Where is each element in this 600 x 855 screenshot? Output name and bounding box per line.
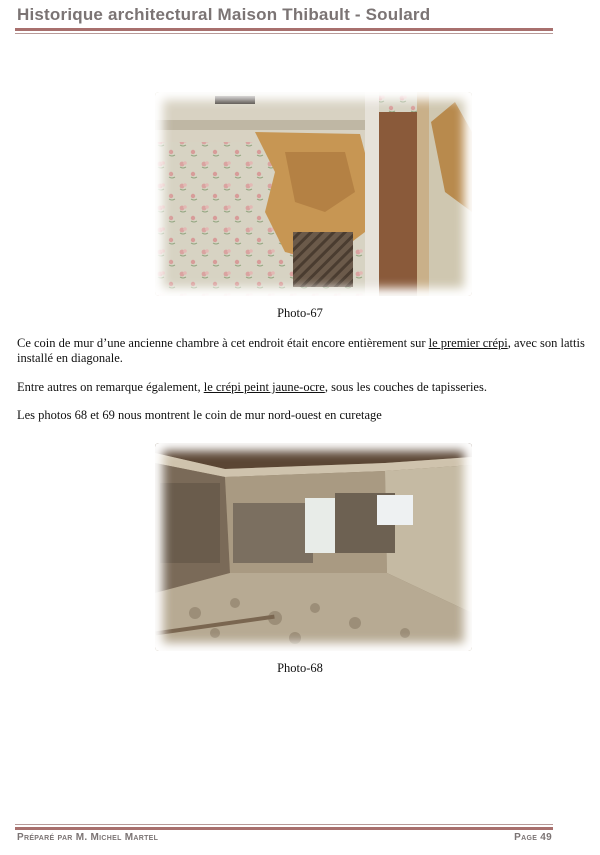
paragraph-1-text-start: Ce coin de mur d’une ancienne chambre à cet endroit était encore entièrement sur (17, 336, 429, 350)
paragraph-2-text-start: Entre autres on remarque également, (17, 380, 204, 394)
footer-rule-thick (15, 827, 553, 830)
photo-67-image (155, 92, 472, 296)
crepi-jaune-ocre-link[interactable]: le crépi peint jaune-ocre (203, 380, 325, 394)
footer-rule-thin (15, 824, 553, 825)
paragraph-1-text-end: , avec son lattis installé en diagonale. (17, 336, 585, 365)
premier-crepi-link[interactable]: le premier crépi (428, 336, 508, 350)
photo-67-caption: Photo-67 (277, 306, 323, 320)
header-rule-thick (15, 28, 553, 31)
footer-author: Préparé par M. Michel Martel (17, 832, 159, 843)
photo-68-image (155, 443, 472, 651)
header-rule-thin (15, 33, 553, 34)
paragraph-2-text-end: , sous les couches de tapisseries. (324, 380, 487, 394)
paragraph-2 (17, 380, 592, 395)
paragraph-1 (17, 336, 592, 366)
paragraph-3: Les photos 68 et 69 nous montrent le coin de mur nord-ouest en curetage (17, 408, 382, 422)
header-title: Historique architectural Maison Thibault - Soulard (17, 5, 431, 24)
photo-68-caption: Photo-68 (277, 661, 323, 675)
footer-page-number: Page 49 (514, 832, 552, 843)
